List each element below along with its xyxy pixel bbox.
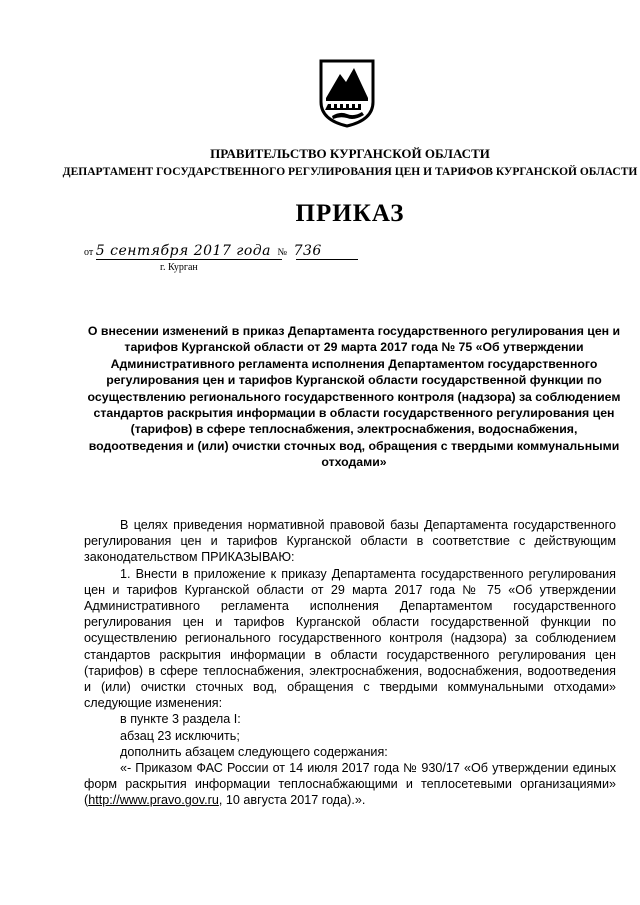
handwritten-number: 736	[293, 243, 322, 259]
paragraph-fas-order	[84, 760, 616, 809]
paragraph-abzac-23: абзац 23 исключить;	[120, 728, 240, 743]
order-body	[84, 517, 616, 809]
fas-order-date: , 10 августа 2017 года).».	[218, 793, 366, 808]
order-title: О внесении изменений в приказ Департамента государственного регулирования цен и тарифов Курганской области от 29 марта 2017 года № 75 «Об утверждении Административного регламента исполнения Департаментом государственного регулирования цен и тарифов Курганской области государственной функции по осуществлению регионального государственного контроля (надзора) за соблюдением стандартов раскрытия информации в области государственного регулирования цен (тарифов) в сфере теплоснабжения, электроснабжения, водоснабжения, водоотведения и (или) очистки сточных вод, обращения с твердыми коммунальными отходами»	[87, 324, 621, 470]
date-underline	[96, 259, 282, 260]
dateline	[84, 243, 322, 259]
number-underline	[296, 259, 358, 260]
government-name: ПРАВИТЕЛЬСТВО КУРГАНСКОЙ ОБЛАСТИ	[210, 146, 490, 161]
paragraph-add: дополнить абзацем следующего содержания:	[120, 744, 388, 759]
date-from-label: от	[84, 247, 94, 258]
paragraph-preamble: В целях приведения нормативной правовой базы Департамента государственного регулирования цен и тарифов Курганской области в соответствие с действующим законодательством ПРИКАЗЫВАЮ:	[84, 518, 616, 565]
city: г. Курган	[160, 262, 198, 273]
coat-of-arms-icon	[318, 58, 376, 128]
handwritten-date: 5 сентября 2017 года	[95, 243, 272, 259]
document-type: ПРИКАЗ	[295, 200, 405, 227]
paragraph-item-1: 1. Внести в приложение к приказу Департамента государственного регулирования цен и тарифов Курганской области от 29 марта 2017 года № 75 «Об утверждении Административного регламента исполнения Департаментом государственного регулирования цен и тарифов Курганской области государственной функции по осуществлению регионального государственного контроля (надзора) за соблюдением стандартов раскрытия информации в области государственного регулирования цен (тарифов) в сфере теплоснабжения, электроснабжения, водоснабжения, водоотведения и (или) очистки сточных вод, обращения с твердыми коммунальными отходами» следующие изменения:	[84, 566, 616, 711]
number-label: №	[277, 247, 288, 258]
pravo-link[interactable]: http://www.pravo.gov.ru	[88, 793, 219, 808]
fas-order-text: «- Приказом ФАС России от 14 июля 2017 года № 930/17 «Об утверждении единых форм раскрытия информации теплоснабжающими и теплосетевыми организациями» (	[84, 761, 616, 808]
department-name: ДЕПАРТАМЕНТ ГОСУДАРСТВЕННОГО РЕГУЛИРОВАНИЯ ЦЕН И ТАРИФОВ КУРГАНСКОЙ ОБЛАСТИ	[62, 166, 638, 178]
paragraph-point-3: в пункте 3 раздела I:	[120, 712, 241, 727]
